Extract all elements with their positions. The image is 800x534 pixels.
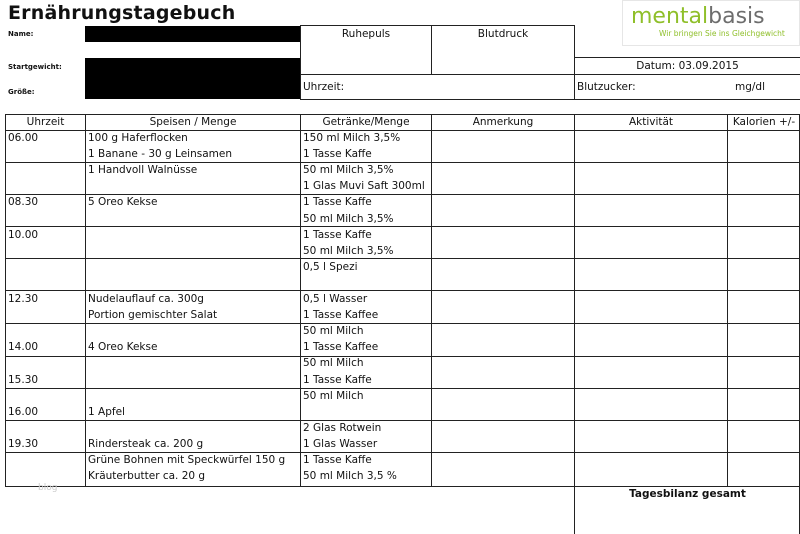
cell-getraenke: 1 Tasse Kaffe (303, 228, 372, 241)
table-header-border (5, 130, 800, 131)
table-row-line-5 (5, 323, 800, 324)
cell-getraenke: 50 ml Milch (303, 389, 364, 402)
datum-top-line (574, 57, 800, 58)
blutzucker-unit: mg/dl (735, 81, 766, 93)
cell-getraenke: 1 Tasse Kaffe (303, 373, 372, 386)
table-row-line-4 (5, 290, 800, 291)
cell-getraenke: 2 Glas Rotwein (303, 421, 382, 434)
cell-speisen: 5 Oreo Kekse (88, 196, 158, 209)
cell-speisen: 1 Apfel (88, 405, 125, 418)
table-row-line-6 (5, 356, 800, 357)
blutzucker-label: Blutzucker: (577, 81, 636, 93)
cell-getraenke: 0,5 l Wasser (303, 293, 368, 305)
cell-speisen: 1 Banane - 30 g Leinsamen (88, 148, 232, 161)
logo-word-part1: mental (631, 4, 709, 29)
table-row-line-8 (5, 420, 800, 421)
datum-value: Datum: 03.09.2015 (636, 60, 739, 72)
table-row-line-1 (5, 194, 800, 195)
header-anmerkung: Anmerkung (472, 116, 534, 128)
cell-uhrzeit: 14.00 (8, 341, 39, 354)
ruhepuls-label: Ruhepuls (341, 28, 391, 40)
blutdruck-label: Blutdruck (477, 28, 529, 40)
logo-word-part2: basis (708, 4, 765, 29)
cell-uhrzeit: 08.30 (8, 196, 39, 209)
cell-getraenke: 50 ml Milch 3,5% (303, 164, 394, 177)
watermark-text: blog (38, 483, 58, 493)
cell-speisen: 100 g Haferflocken (88, 132, 188, 144)
logo-tagline: Wir bringen Sie ins Gleichgewicht (659, 29, 785, 38)
vitals-mid-line (300, 74, 800, 75)
table-row-line-9 (5, 452, 800, 453)
cell-speisen: Rindersteak ca. 200 g (88, 437, 204, 450)
startgewicht-label: Startgewicht: (8, 63, 62, 71)
cell-getraenke: 50 ml Milch 3,5% (303, 212, 394, 225)
table-col-line-0 (5, 114, 6, 486)
cell-getraenke: 50 ml Milch (303, 325, 364, 338)
cell-uhrzeit: 12.30 (8, 293, 39, 305)
header-kalorien: Kalorien +/- (732, 116, 796, 128)
cell-getraenke: 1 Tasse Kaffe (303, 196, 372, 209)
table-row-line-10 (5, 486, 800, 487)
cell-speisen: Nudelauflauf ca. 300g (88, 293, 204, 305)
cell-getraenke: 1 Tasse Kaffe (303, 454, 372, 466)
cell-getraenke: 1 Tasse Kaffee (303, 309, 379, 322)
header-uhrzeit: Uhrzeit (26, 116, 65, 128)
cell-uhrzeit: 16.00 (8, 405, 39, 418)
header-speisen: Speisen / Menge (149, 116, 237, 128)
cell-speisen: Portion gemischter Salat (88, 309, 218, 322)
table-col-line-2 (300, 114, 301, 486)
cell-getraenke: 50 ml Milch 3,5% (303, 244, 394, 257)
cell-speisen: Kräuterbutter ca. 20 g (88, 470, 206, 483)
header-aktivitaet: Aktivität (628, 116, 674, 128)
vitals-bottom-line (300, 99, 800, 100)
cell-speisen: Grüne Bohnen mit Speckwürfel 150 g (88, 454, 286, 466)
cell-speisen: 1 Handvoll Walnüsse (88, 164, 198, 177)
cell-uhrzeit: 06.00 (8, 132, 39, 144)
tagesbilanz-label: Tagesbilanz gesamt (629, 488, 746, 500)
cell-speisen: 4 Oreo Kekse (88, 341, 158, 354)
cell-getraenke: 150 ml Milch 3,5% (303, 132, 401, 144)
header-getraenke: Getränke/Menge (322, 116, 410, 128)
cell-getraenke: 1 Tasse Kaffee (303, 341, 379, 354)
groesse-label: Größe: (8, 88, 35, 96)
cell-uhrzeit: 19.30 (8, 437, 39, 450)
cell-getraenke: 50 ml Milch (303, 357, 364, 370)
startgewicht-redacted-field[interactable] (85, 58, 300, 99)
page-title: Ernährungstagebuch (8, 2, 236, 24)
cell-getraenke: 1 Tasse Kaffe (303, 148, 372, 161)
uhrzeit-label: Uhrzeit: (303, 81, 345, 93)
cell-getraenke: 50 ml Milch 3,5 % (303, 470, 397, 483)
mentalbasis-logo (622, 0, 800, 46)
table-col-line-3 (431, 114, 432, 486)
cell-getraenke: 0,5 l Spezi (303, 260, 358, 273)
cell-uhrzeit: 15.30 (8, 373, 39, 386)
table-row-line-7 (5, 388, 800, 389)
table-col-line-5 (727, 114, 728, 486)
table-col-line-4 (574, 114, 575, 486)
table-col-line-1 (85, 114, 86, 486)
table-row-line-3 (5, 258, 800, 259)
cell-getraenke: 1 Glas Muvi Saft 300ml (303, 180, 425, 193)
table-row-line-0 (5, 162, 800, 163)
table-row-line-2 (5, 226, 800, 227)
cell-uhrzeit: 10.00 (8, 228, 39, 241)
name-label: Name: (8, 30, 34, 38)
cell-getraenke: 1 Glas Wasser (303, 437, 378, 450)
vitals-top-border (300, 25, 575, 26)
name-redacted-field[interactable] (85, 26, 300, 42)
table-top-border (5, 114, 800, 115)
